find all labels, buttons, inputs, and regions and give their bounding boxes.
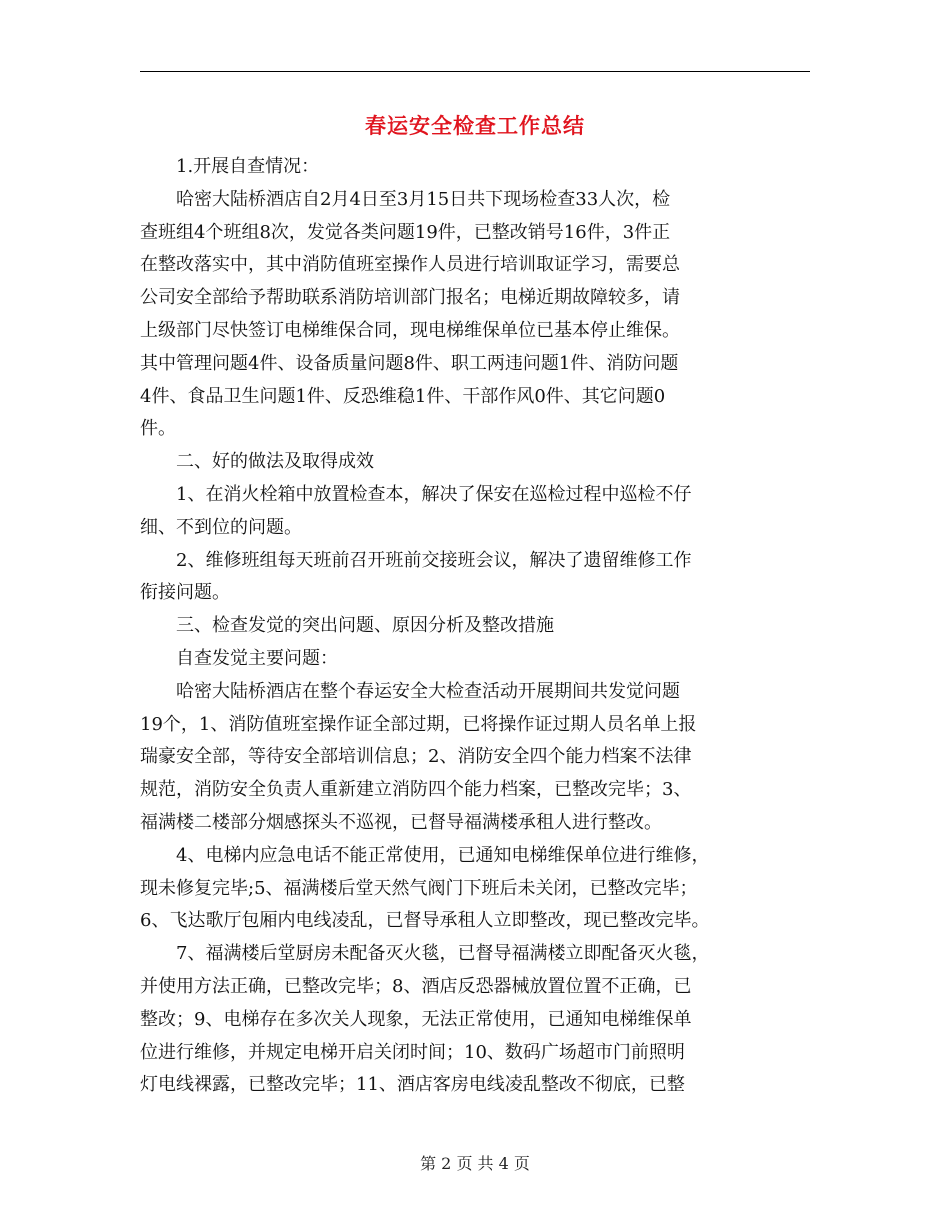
text-line: 整改；9、电梯存在多次关人现象，无法正常使用，已通知电梯维保单 (140, 1008, 692, 1030)
text-line: 衔接问题。 (140, 582, 230, 604)
document-title: 春运安全检查工作总结 (365, 113, 585, 138)
paragraph (140, 676, 810, 840)
text-line: 上级部门尽快签订电梯维保合同，现电梯维保单位已基本停止维保。 (140, 319, 680, 341)
text-line: 件。 (140, 418, 176, 440)
header-rule (140, 71, 810, 72)
text-line: 灯电线裸露，已整改完毕；11、酒店客房电线凌乱整改不彻底，已整 (140, 1074, 685, 1096)
text-line: 2、维修班组每天班前召开班前交接班会议，解决了遗留维修工作 (176, 549, 692, 571)
text-line: 其中管理问题4件、设备质量问题8件、职工两违问题1件、消防问题 (140, 352, 679, 374)
text-line: 哈密大陆桥酒店自2月4日至3月15日共下现场检查33人次，检 (176, 188, 671, 210)
paragraph (140, 938, 810, 1102)
text-line: 现未修复完毕;5、福满楼后堂天然气阀门下班后未关闭，已整改完毕； (140, 877, 698, 899)
paragraph (140, 184, 810, 446)
text-line: 查班组4个班组8次，发觉各类问题19件，已整改销号16件，3件正 (140, 221, 671, 243)
text-line: 并使用方法正确，已整改完毕；8、酒店反恐器械放置位置不正确，已 (140, 975, 692, 997)
paragraph (140, 151, 810, 184)
text-line: 瑞豪安全部，等待安全部培训信息；2、消防安全四个能力档案不法律 (140, 746, 692, 768)
paragraph (140, 479, 810, 545)
text-line: 4件、食品卫生问题1件、反恐维稳1件、干部作风0件、其它问题0 (140, 385, 666, 407)
text-line: 福满楼二楼部分烟感探头不巡视，已督导福满楼承租人进行整改。 (140, 811, 662, 833)
paragraph (140, 840, 810, 938)
text-line: 6、飞达歌厅包厢内电线凌乱，已督导承租人立即整改，现已整改完毕。 (140, 910, 710, 932)
text-line: 二、好的做法及取得成效 (176, 451, 374, 473)
section-heading (140, 446, 810, 479)
text-line: 哈密大陆桥酒店在整个春运安全大检查活动开展期间共发觉问题 (176, 680, 680, 702)
document-body (140, 151, 810, 1102)
text-line: 规范，消防安全负责人重新建立消防四个能力档案，已整改完毕；3、 (140, 779, 692, 801)
text-line: 7、福满楼后堂厨房未配备灭火毯，已督导福满楼立即配备灭火毯， (176, 943, 710, 965)
text-line: 4、电梯内应急电话不能正常使用，已通知电梯维保单位进行维修， (176, 844, 710, 866)
text-line: 细、不到位的问题。 (140, 516, 302, 538)
page-number: 第 2 页 共 4 页 (420, 1154, 530, 1173)
paragraph (140, 643, 810, 676)
text-line: 位进行维修，并规定电梯开启关闭时间；10、数码广场超市门前照明 (140, 1041, 685, 1063)
text-line: 自查发觉主要问题： (176, 647, 338, 669)
text-line: 1、在消火栓箱中放置检查本，解决了保安在巡检过程中巡检不仔 (176, 483, 692, 505)
text-line: 三、检查发觉的突出问题、原因分析及整改措施 (176, 615, 554, 637)
text-line: 1.开展自查情况： (176, 156, 320, 177)
section-heading (140, 610, 810, 643)
paragraph (140, 545, 810, 611)
text-line: 19个，1、消防值班室操作证全部过期，已将操作证过期人员名单上报 (140, 713, 697, 735)
text-line: 公司安全部给予帮助联系消防培训部门报名；电梯近期故障较多，请 (140, 287, 680, 309)
text-line: 在整改落实中，其中消防值班室操作人员进行培训取证学习，需要总 (140, 254, 680, 276)
